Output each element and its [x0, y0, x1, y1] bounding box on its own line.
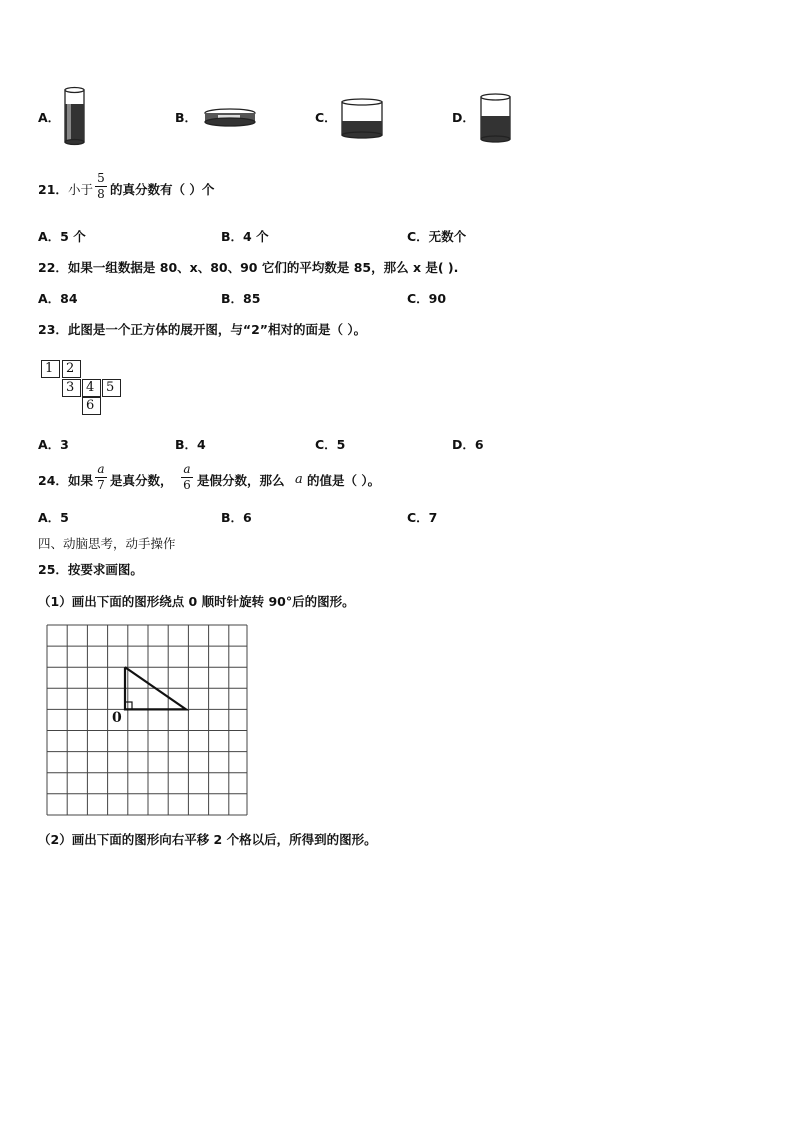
q20-option-a-letter: A． [38, 110, 61, 125]
q24-option-c: C．7 [407, 510, 438, 525]
q24-option-b: B．6 [221, 510, 252, 525]
q21-option-a: A．5 个 [38, 229, 86, 244]
q23-option-d: D．6 [452, 437, 484, 452]
q22-option-b: B．85 [221, 291, 261, 306]
net-face-4: 4 [82, 379, 101, 397]
q21-number: 21． [38, 182, 68, 197]
q24-fraction-1-denominator: 7 [97, 478, 105, 492]
net-face-1: 1 [41, 360, 60, 378]
q21-option-b: B．4 个 [221, 229, 269, 244]
q24-variable: a [295, 472, 303, 487]
q20-option-b-letter: B． [175, 110, 198, 125]
q23-option-a: A．3 [38, 437, 69, 452]
q24-fraction-1 [95, 463, 107, 492]
q24-fraction-1-numerator: a [97, 462, 105, 476]
q21-numerator: 5 [97, 171, 105, 185]
q24-fraction-2-denominator: 6 [183, 478, 191, 492]
q24-number: 24． [38, 473, 68, 488]
grid-lines [47, 625, 247, 815]
q21-denominator: 8 [97, 187, 105, 201]
rotation-point-label: 0 [112, 710, 122, 726]
grid-figure [44, 622, 250, 818]
tall-cylinder-half-filled-icon [62, 86, 88, 146]
q20-option-c-letter: C． [315, 110, 337, 125]
net-face-2: 2 [62, 360, 81, 378]
q24-middle-1: 是真分数， [110, 473, 173, 488]
q21-suffix: 的真分数有（ ）个 [110, 182, 215, 197]
net-face-3: 3 [62, 379, 81, 397]
q21-fraction [95, 172, 107, 201]
q25-part-2: （2）画出下面的图形向右平移 2 个格以后，所得到的图形。 [38, 832, 377, 847]
q21-prefix: 小于 [68, 182, 94, 197]
q22-text: 22．如果一组数据是 80、x、80、90 它们的平均数是 85，那么 x 是( ). [38, 260, 459, 275]
q24-fraction-2-numerator: a [183, 462, 191, 476]
q22-option-a: A．84 [38, 291, 78, 306]
net-face-6: 6 [82, 397, 101, 415]
q24-middle-2: 是假分数，那么 [197, 473, 285, 488]
net-face-5: 5 [102, 379, 121, 397]
q22-option-c: C．90 [407, 291, 447, 306]
cylinder-half-filled-icon [478, 92, 514, 144]
q25-text: 25．按要求画图。 [38, 562, 143, 577]
q25-part-1: （1）画出下面的图形绕点 0 顺时针旋转 90°后的图形。 [38, 594, 355, 609]
q24-option-a: A．5 [38, 510, 69, 525]
wide-cylinder-quarter-filled-icon [338, 97, 386, 141]
section-4-title: 四、动脑思考，动手操作 [38, 536, 176, 551]
q23-option-b: B．4 [175, 437, 206, 452]
q21-option-c: C．无数个 [407, 229, 467, 244]
flat-disc-cylinder-icon [202, 106, 260, 130]
q20-option-d-letter: D． [452, 110, 475, 125]
q24-suffix: 的值是（ ）。 [307, 473, 381, 488]
q23-option-c: C．5 [315, 437, 346, 452]
q24-prefix: 如果 [68, 473, 94, 488]
q24-fraction-2 [181, 463, 193, 492]
q23-text: 23．此图是一个正方体的展开图，与“2”相对的面是（ ）。 [38, 322, 367, 337]
